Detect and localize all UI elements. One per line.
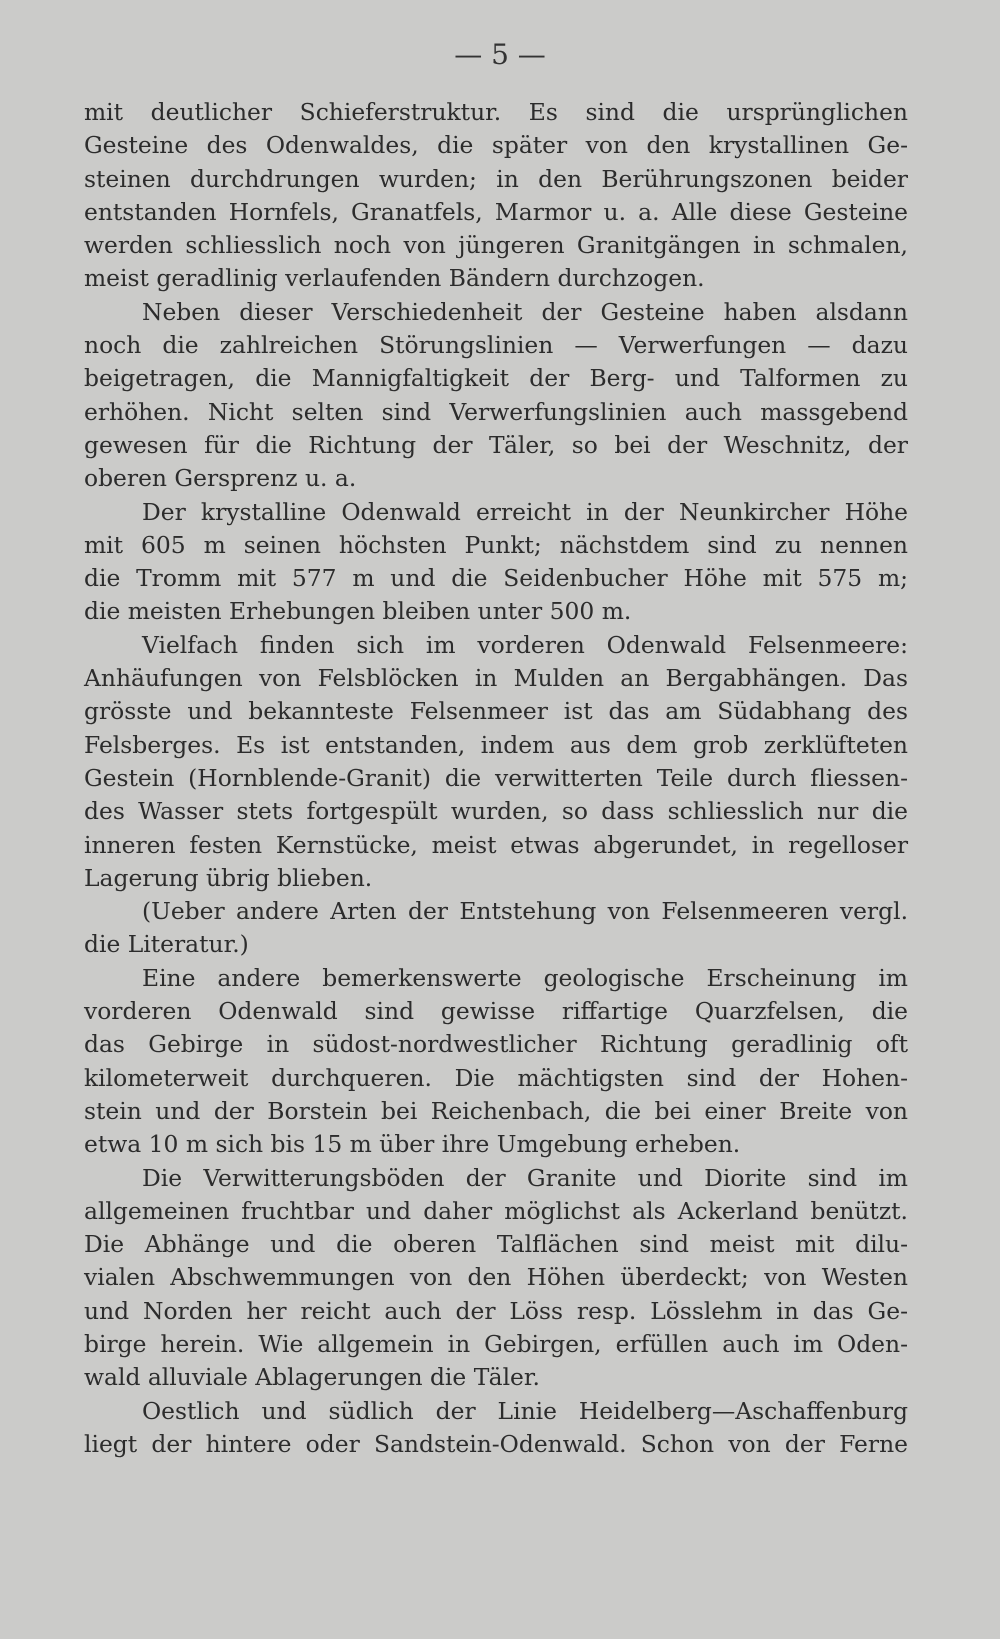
text-line: des Wasser stets fortgespült wurden, so dass schliesslich nur die <box>84 797 908 826</box>
text-line: die Tromm mit 577 m und die Seidenbucher Höhe mit 575 m; <box>84 564 908 593</box>
text-line: mit deutlicher Schieferstruktur. Es sind die ursprünglichen <box>84 98 908 126</box>
text-line: Die Abhänge und die oberen Talflächen sind meist mit dilu- <box>84 1230 908 1259</box>
text-line: beigetragen, die Mannigfaltigkeit der Berg- und Talformen zu <box>84 364 908 393</box>
text-line: Felsberges. Es ist entstanden, indem aus dem grob zerklüfteten <box>84 730 908 759</box>
text-line: Anhäufungen von Felsblöcken in Mulden an Bergabhängen. Das <box>84 664 908 693</box>
text-line: die meisten Erhebungen bleiben unter 500 m. <box>84 597 632 626</box>
text-line: Neben dieser Verschiedenheit der Gesteine haben alsdann <box>142 297 908 326</box>
text-line: inneren festen Kernstücke, meist etwas abgerundet, in regelloser <box>84 830 908 859</box>
text-line: liegt der hintere oder Sandstein-Odenwald. Schon von der Ferne <box>84 1429 908 1458</box>
body-text <box>84 96 908 1461</box>
text-line: Gestein (Hornblende-Granit) die verwitterten Teile durch fliessen- <box>84 763 908 792</box>
text-line: mit 605 m seinen höchsten Punkt; nächstdem sind zu nennen <box>84 530 908 559</box>
text-line: etwa 10 m sich bis 15 m über ihre Umgebung erheben. <box>84 1130 741 1159</box>
text-line: das Gebirge in südost-nordwestlicher Richtung geradlinig oft <box>84 1030 908 1059</box>
text-line: werden schliesslich noch von jüngeren Granitgängen in schmalen, <box>84 231 908 260</box>
text-line: Oestlich und südlich der Linie Heidelberg—Aschaffenburg <box>142 1396 908 1425</box>
text-line: Lagerung übrig blieben. <box>84 863 373 892</box>
text-line: Eine andere bemerkenswerte geologische Erscheinung im <box>142 963 908 992</box>
text-line: Die Verwitterungsböden der Granite und Diorite sind im <box>142 1163 908 1192</box>
text-line: gewesen für die Richtung der Täler, so bei der Weschnitz, der <box>84 430 908 459</box>
text-line: entstanden Hornfels, Granatfels, Marmor u. a. Alle diese Gesteine <box>84 197 908 226</box>
text-line: grösste und bekannteste Felsenmeer ist das am Südabhang des <box>84 697 908 726</box>
text-line: Der krystalline Odenwald erreicht in der Neunkircher Höhe <box>142 497 908 526</box>
page-number: — 5 — <box>454 38 546 71</box>
text-line: kilometerweit durchqueren. Die mächtigsten sind der Hohen- <box>84 1063 908 1092</box>
text-line: erhöhen. Nicht selten sind Verwerfungslinien auch massgebend <box>84 397 908 426</box>
text-line: (Ueber andere Arten der Entstehung von Felsenmeeren vergl. <box>142 897 908 926</box>
text-line: birge herein. Wie allgemein in Gebirgen, erfüllen auch im Oden- <box>84 1329 908 1358</box>
text-line: steinen durchdrungen wurden; in den Berührungszonen beider <box>84 164 908 193</box>
text-line: noch die zahlreichen Störungslinien — Verwerfungen — dazu <box>84 331 908 360</box>
text-line: allgemeinen fruchtbar und daher möglichst als Ackerland benützt. <box>84 1196 908 1225</box>
text-line: meist geradlinig verlaufenden Bändern durchzogen. <box>84 264 705 293</box>
text-line: wald alluviale Ablagerungen die Täler. <box>84 1363 540 1392</box>
text-line: oberen Gersprenz u. a. <box>84 464 357 493</box>
text-line: vialen Abschwemmungen von den Höhen überdeckt; von Westen <box>84 1263 908 1292</box>
text-line: und Norden her reicht auch der Löss resp. Lösslehm in das Ge- <box>84 1296 908 1325</box>
text-line: vorderen Odenwald sind gewisse riffartige Quarzfelsen, die <box>84 997 908 1026</box>
text-line: Vielfach finden sich im vorderen Odenwald Felsenmeere: <box>142 630 908 659</box>
text-line: die Literatur.) <box>84 930 249 959</box>
text-line: stein und der Borstein bei Reichenbach, die bei einer Breite von <box>84 1096 908 1125</box>
text-line: Gesteine des Odenwaldes, die später von den krystallinen Ge- <box>84 131 908 160</box>
